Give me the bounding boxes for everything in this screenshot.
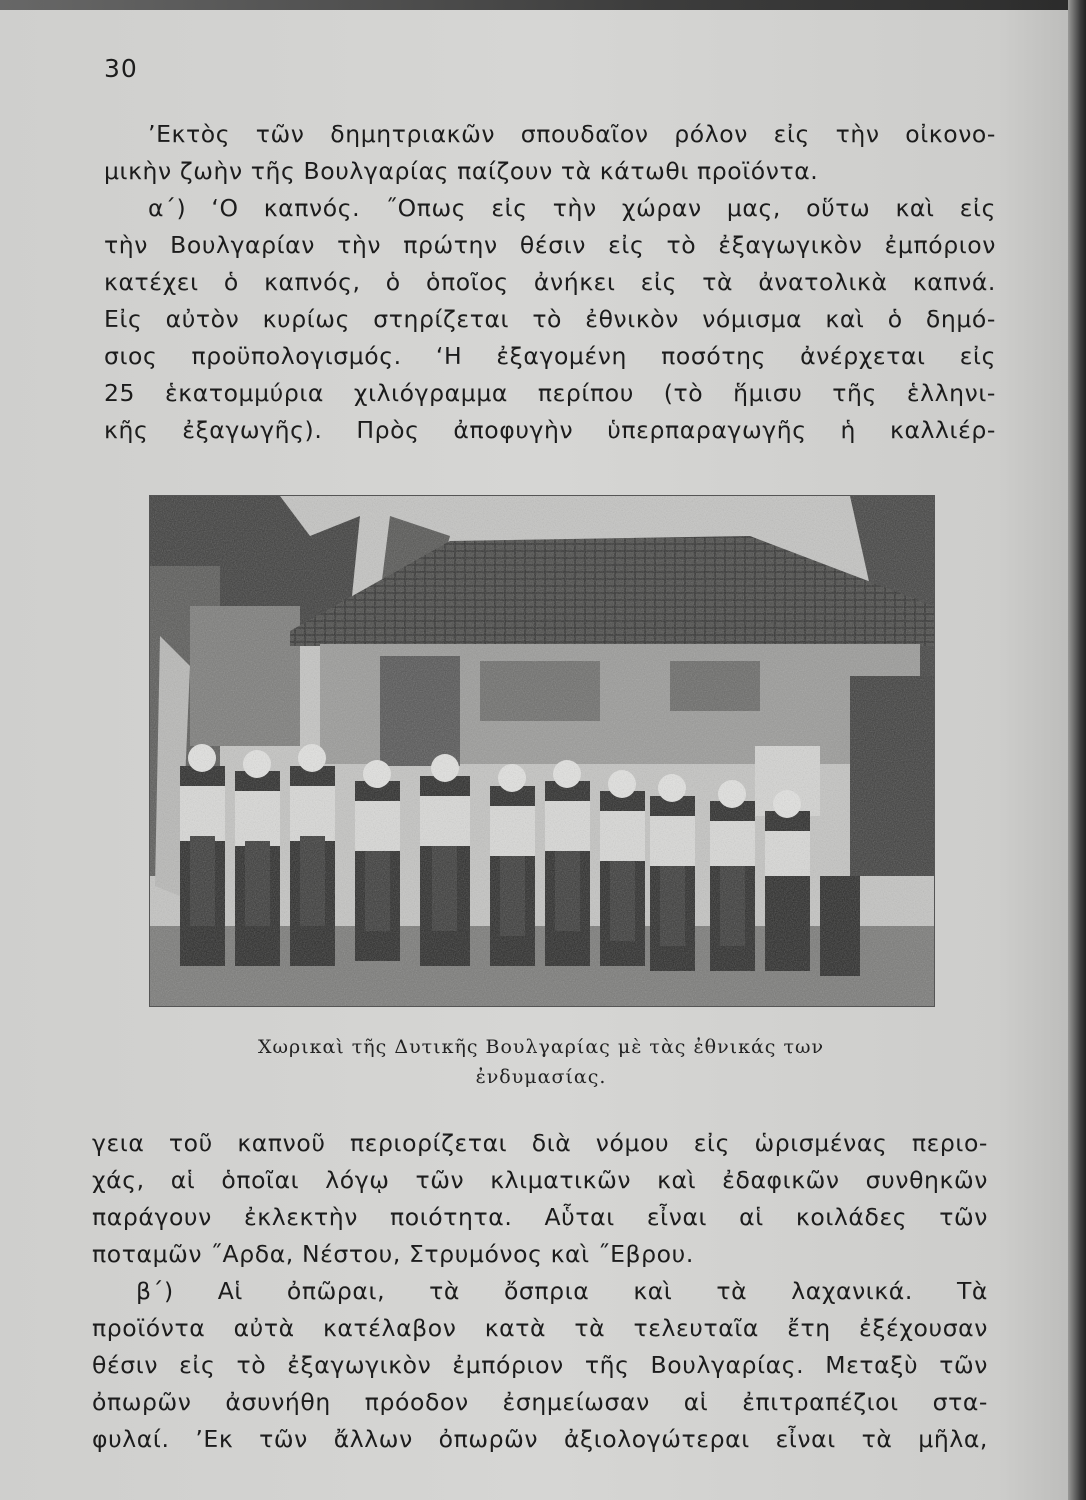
page-top-edge bbox=[0, 0, 1086, 10]
text-line: ’Εκτὸς τῶν δημητριακῶν σπουδαῖον ρόλον εἰς τὴν οἰκονο- bbox=[148, 120, 996, 148]
text-line: Εἰς αὐτὸν κυρίως στηρίζεται τὸ ἐθνικὸν νόμισμα καὶ ὁ δημό- bbox=[104, 305, 996, 333]
bottom-paragraphs bbox=[92, 1125, 988, 1458]
text-line: κατέχει ὁ καπνός, ὁ ὁποῖος ἀνήκει εἰς τὰ ἀνατολικὰ καπνά. bbox=[104, 268, 996, 296]
page-binding-edge bbox=[1068, 0, 1086, 1500]
text-line: χάς, αἱ ὁποῖαι λόγῳ τῶν κλιματικῶν καὶ ἐδαφικῶν συνθηκῶν bbox=[92, 1166, 988, 1194]
text-line: γεια τοῦ καπνοῦ περιορίζεται διὰ νόμου εἰς ὡρισμένας περιο- bbox=[92, 1129, 988, 1157]
text-line: μικὴν ζωὴν τῆς Βουλγαρίας παίζουν τὰ κάτωθι προϊόντα. bbox=[104, 157, 819, 185]
photo-illustration bbox=[150, 496, 934, 1006]
text-line: θέσιν εἰς τὸ ἐξαγωγικὸν ἐμπόριον τῆς Βουλγαρίας. Μεταξὺ τῶν bbox=[92, 1351, 988, 1379]
caption-line: Χωρικαὶ τῆς Δυτικῆς Βουλγαρίας μὲ τὰς ἐθνικάς των bbox=[257, 1036, 825, 1058]
text-line: β΄) Αἱ ὀπῶραι, τὰ ὄσπρια καὶ τὰ λαχανικά. Τὰ bbox=[136, 1277, 988, 1305]
photo-caption bbox=[150, 1032, 932, 1092]
text-line: κῆς ἐξαγωγῆς). Πρὸς ἀποφυγὴν ὑπερπαραγωγῆς ἡ καλλιέρ- bbox=[104, 416, 996, 444]
text-line: τὴν Βουλγαρίαν τὴν πρώτην θέσιν εἰς τὸ ἐξαγωγικὸν ἐμπόριον bbox=[104, 231, 996, 259]
villagers-photograph bbox=[149, 495, 935, 1007]
text-line: 25 ἑκατομμύρια χιλιόγραμμα περίπου (τὸ ἥμισυ τῆς ἑλληνι- bbox=[104, 379, 996, 407]
text-line: α΄) ‘Ο καπνός. ˝Οπως εἰς τὴν χώραν μας, οὕτω καὶ εἰς bbox=[148, 194, 996, 222]
text-line: φυλαί. ’Εκ τῶν ἄλλων ὀπωρῶν ἀξιολογώτεραι εἶναι τὰ μῆλα, bbox=[92, 1425, 988, 1453]
text-line: ποταμῶν ˝Αρδα, Νέστου, Στρυμόνος καὶ ˝Εβρου. bbox=[92, 1240, 694, 1268]
text-line: ὀπωρῶν ἀσυνήθη πρόοδον ἐσημείωσαν αἱ ἐπιτραπέζιοι στα- bbox=[92, 1388, 988, 1416]
text-line: σιος προϋπολογισμός. ‘Η ἐξαγομένη ποσότης ἀνέρχεται εἰς bbox=[104, 342, 996, 370]
page-number: 30 bbox=[104, 54, 138, 83]
caption-line: ἐνδυμασίας. bbox=[475, 1066, 607, 1088]
text-line: παράγουν ἐκλεκτὴν ποιότητα. Αὗται εἶναι αἱ κοιλάδες τῶν bbox=[92, 1203, 988, 1231]
top-paragraphs bbox=[104, 116, 996, 449]
text-line: προϊόντα αὐτὰ κατέλαβον κατὰ τὰ τελευταῖα ἔτη ἐξέχουσαν bbox=[92, 1314, 988, 1342]
